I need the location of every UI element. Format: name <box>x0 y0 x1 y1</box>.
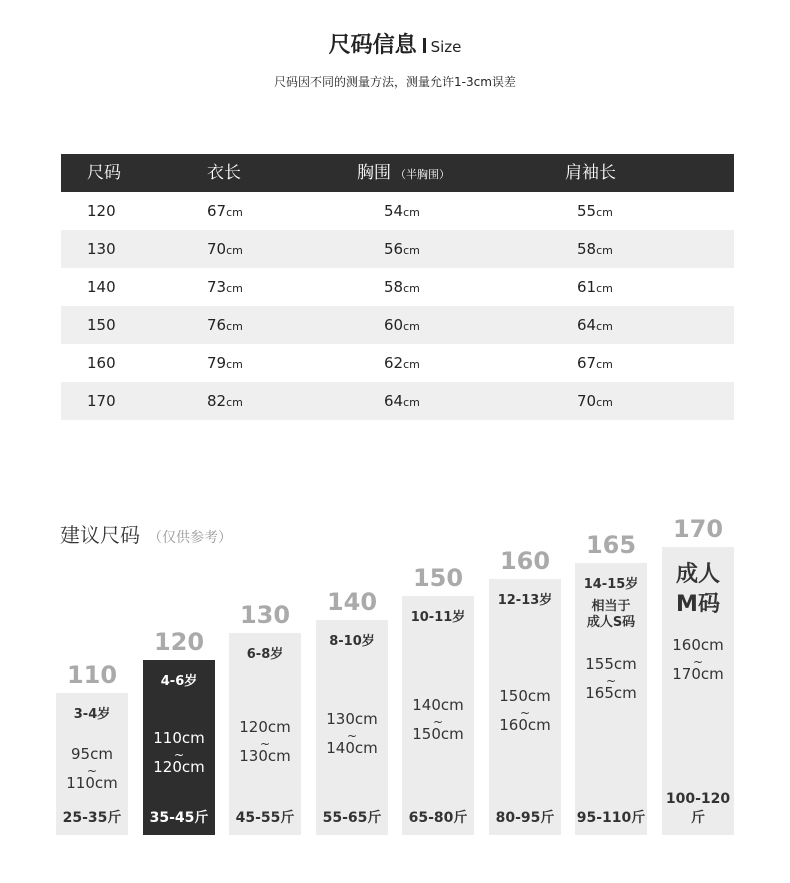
height-max: 130cm <box>239 747 291 765</box>
height-min: 120cm <box>239 718 291 736</box>
age-note: 成人S码 <box>586 615 636 630</box>
cell-chest <box>384 306 420 346</box>
cell-chest <box>384 230 420 270</box>
unit-label: cm <box>403 320 420 333</box>
title-text: 尺码信息 <box>328 33 417 58</box>
cell-length-value: 76 <box>207 316 227 334</box>
table-row <box>61 268 734 306</box>
height-max: 150cm <box>412 725 464 743</box>
weight-label: 65-80斤 <box>408 810 468 826</box>
table-row <box>61 230 734 268</box>
weight-label: 35-45斤 <box>149 810 209 826</box>
table-row <box>61 344 734 382</box>
cell-length-value: 73 <box>207 278 227 296</box>
size-bar-150 <box>402 596 474 835</box>
cell-chest <box>384 268 420 308</box>
height-tilde: ~ <box>259 737 271 751</box>
unit-label: cm <box>596 244 613 257</box>
cell-sleeve <box>577 382 613 422</box>
cell-length <box>207 382 243 422</box>
cell-sleeve-value: 64 <box>577 316 597 334</box>
table-header <box>61 154 734 192</box>
header-chest-note: （半胸围） <box>395 168 450 181</box>
cell-size <box>87 344 116 382</box>
height-tilde: ~ <box>519 706 531 720</box>
unit-label: cm <box>403 244 420 257</box>
cell-length <box>207 268 243 308</box>
cell-length <box>207 192 243 232</box>
cell-chest-value: 56 <box>384 240 404 258</box>
size-bar-120 <box>143 660 215 835</box>
page-title <box>0 28 790 59</box>
cell-sleeve <box>577 192 613 232</box>
size-label: 120 <box>153 628 205 656</box>
size-table <box>61 154 734 420</box>
unit-label: cm <box>226 282 243 295</box>
unit-label: cm <box>596 206 613 219</box>
cell-length-value: 79 <box>207 354 227 372</box>
height-max: 140cm <box>326 739 378 757</box>
cell-chest <box>384 382 420 422</box>
unit-label: cm <box>596 282 613 295</box>
height-tilde: ~ <box>346 729 358 743</box>
cell-size-value: 140 <box>87 278 116 296</box>
cell-length <box>207 230 243 270</box>
cell-size <box>87 192 116 230</box>
height-max: 170cm <box>672 665 724 683</box>
cell-size-value: 130 <box>87 240 116 258</box>
title-en: Size <box>430 38 462 56</box>
cell-chest <box>384 344 420 384</box>
cell-sleeve <box>577 268 613 308</box>
cell-chest-value: 64 <box>384 392 404 410</box>
title-divider <box>423 38 426 53</box>
height-tilde: ~ <box>86 764 98 778</box>
header-length: 衣长 <box>207 163 241 183</box>
header-chest <box>357 154 450 194</box>
weight-label: 95-110斤 <box>576 810 646 826</box>
age-label: 6-8岁 <box>246 647 284 662</box>
cell-chest-value: 60 <box>384 316 404 334</box>
recommend-heading <box>60 519 232 548</box>
table-body <box>61 192 734 420</box>
age-label: 10-11岁 <box>410 610 466 625</box>
cell-sleeve-value: 70 <box>577 392 597 410</box>
height-tilde: ~ <box>605 674 617 688</box>
height-min: 160cm <box>672 636 724 654</box>
age-label: 成人 <box>675 562 720 587</box>
height-min: 140cm <box>412 696 464 714</box>
age-label: 14-15岁 <box>583 577 639 592</box>
unit-label: cm <box>403 282 420 295</box>
unit-label: cm <box>596 358 613 371</box>
size-label: 150 <box>412 564 464 592</box>
unit-label: cm <box>226 206 243 219</box>
size-bar-110 <box>56 693 128 835</box>
size-bar-170 <box>662 547 734 835</box>
height-tilde: ~ <box>692 655 704 669</box>
recommend-subtitle: （仅供参考） <box>148 530 232 546</box>
cell-sleeve-value: 55 <box>577 202 597 220</box>
cell-chest-value: 58 <box>384 278 404 296</box>
recommend-title: 建议尺码 <box>60 523 140 547</box>
cell-size <box>87 230 116 268</box>
cell-sleeve <box>577 344 613 384</box>
size-bar-160 <box>489 579 561 835</box>
height-max: 120cm <box>153 758 205 776</box>
unit-label: cm <box>226 396 243 409</box>
table-row <box>61 382 734 420</box>
age-label: 12-13岁 <box>497 593 553 608</box>
age-note: 相当于 <box>591 599 631 614</box>
height-min: 110cm <box>153 729 205 747</box>
cell-size-value: 120 <box>87 202 116 220</box>
unit-label: cm <box>403 206 420 219</box>
height-tilde: ~ <box>173 748 185 762</box>
unit-label: cm <box>226 244 243 257</box>
page-subtitle: 尺码因不同的测量方法，测量允许1-3cm误差 <box>274 75 516 89</box>
cell-length-value: 67 <box>207 202 227 220</box>
table-row <box>61 192 734 230</box>
age-label: 8-10岁 <box>329 634 375 649</box>
unit-label: cm <box>596 396 613 409</box>
weight-label: 80-95斤 <box>495 810 555 826</box>
size-label: 165 <box>585 531 637 559</box>
height-min: 155cm <box>585 655 637 673</box>
cell-size <box>87 382 116 420</box>
cell-length <box>207 306 243 346</box>
height-min: 95cm <box>71 745 113 763</box>
size-label: 110 <box>66 661 118 689</box>
size-label: 160 <box>499 547 551 575</box>
weight-label: 55-65斤 <box>322 810 382 826</box>
height-min: 130cm <box>326 710 378 728</box>
cell-sleeve <box>577 306 613 346</box>
unit-label: cm <box>403 396 420 409</box>
header-chest-label: 胸围 <box>357 163 391 183</box>
height-max: 165cm <box>585 684 637 702</box>
cell-chest <box>384 192 420 232</box>
age-label-sub: M码 <box>676 592 720 617</box>
cell-size-value: 170 <box>87 392 116 410</box>
age-label: 4-6岁 <box>160 674 198 689</box>
cell-length <box>207 344 243 384</box>
cell-length-value: 70 <box>207 240 227 258</box>
age-label: 3-4岁 <box>73 707 111 722</box>
height-min: 150cm <box>499 687 551 705</box>
size-bar-140 <box>316 620 388 835</box>
cell-chest-value: 54 <box>384 202 404 220</box>
table-row <box>61 306 734 344</box>
cell-sleeve <box>577 230 613 270</box>
size-bar-130 <box>229 633 301 835</box>
size-label: 130 <box>239 601 291 629</box>
cell-length-value: 82 <box>207 392 227 410</box>
size-label: 140 <box>326 588 378 616</box>
header-sleeve: 肩袖长 <box>565 163 616 183</box>
size-bar-165 <box>575 563 647 835</box>
cell-size <box>87 268 116 306</box>
cell-size-value: 150 <box>87 316 116 334</box>
weight-label: 45-55斤 <box>235 810 295 826</box>
weight-label: 25-35斤 <box>62 810 122 826</box>
height-max: 110cm <box>66 774 118 792</box>
cell-size <box>87 306 116 344</box>
cell-chest-value: 62 <box>384 354 404 372</box>
size-label: 170 <box>672 515 724 543</box>
cell-sleeve-value: 61 <box>577 278 597 296</box>
height-tilde: ~ <box>432 715 444 729</box>
weight-label: 100-120斤 <box>665 791 731 826</box>
unit-label: cm <box>226 358 243 371</box>
cell-size-value: 160 <box>87 354 116 372</box>
header-size: 尺码 <box>87 163 121 183</box>
cell-sleeve-value: 58 <box>577 240 597 258</box>
cell-sleeve-value: 67 <box>577 354 597 372</box>
height-max: 160cm <box>499 716 551 734</box>
unit-label: cm <box>403 358 420 371</box>
unit-label: cm <box>226 320 243 333</box>
unit-label: cm <box>596 320 613 333</box>
